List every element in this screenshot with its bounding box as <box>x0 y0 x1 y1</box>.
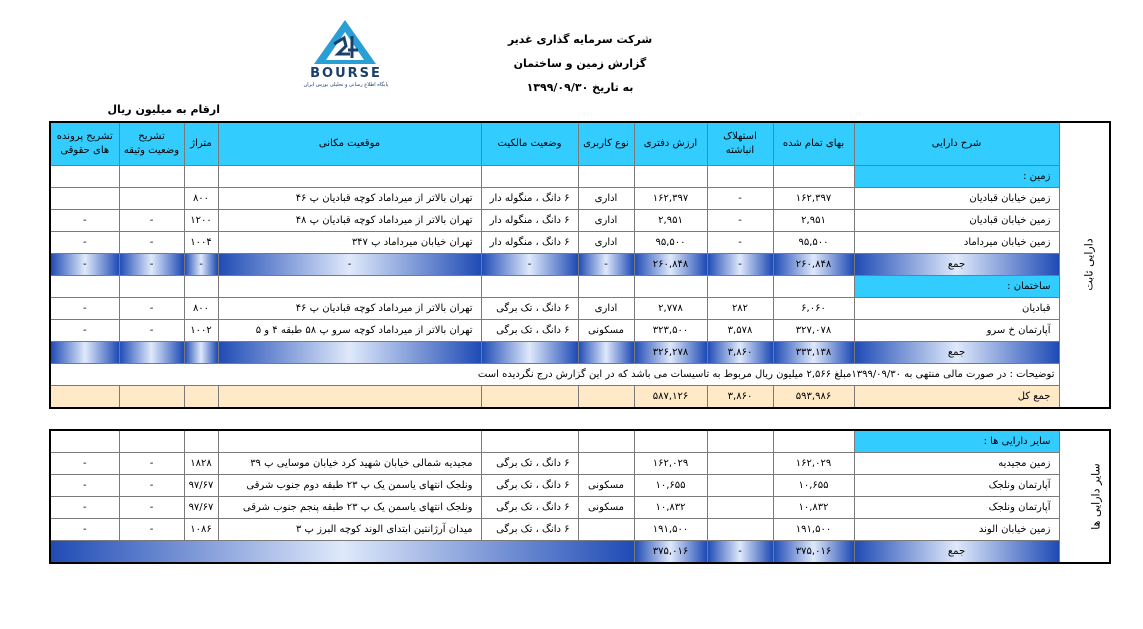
empty-cell <box>50 541 634 564</box>
fixed-assets-table <box>49 121 1111 409</box>
table-cell: ۱۰,۶۵۵ <box>634 475 707 497</box>
empty-cell <box>218 165 481 187</box>
table-cell: ۱۶۲,۰۲۹ <box>773 453 854 475</box>
table-cell: مسکونی <box>578 497 634 519</box>
table-cell: ۳۳۳,۱۳۸ <box>773 341 854 363</box>
table-cell: مجیدیه شمالی خیابان شهید کرد خیابان موسایی پ ۳۹ <box>218 453 481 475</box>
table-cell: - <box>50 475 119 497</box>
table-cell: مسکونی <box>578 475 634 497</box>
table-cell: ۲,۹۵۱ <box>634 209 707 231</box>
table-cell: - <box>119 475 184 497</box>
table-cell <box>50 187 119 209</box>
table-cell: - <box>50 497 119 519</box>
table-cell: ۵۸۷,۱۲۶ <box>634 385 707 408</box>
table-cell: - <box>50 231 119 253</box>
other-assets-table <box>49 429 1111 564</box>
table-cell: - <box>50 519 119 541</box>
empty-cell <box>218 275 481 297</box>
table-row <box>50 319 1110 341</box>
table-cell: ۶ دانگ ، تک برگی <box>481 453 578 475</box>
empty-cell <box>481 341 578 363</box>
table-cell: - <box>707 253 773 275</box>
table-cell: جمع <box>854 341 1059 363</box>
table-cell: - <box>707 209 773 231</box>
table-cell: ۳۲۶,۲۷۸ <box>634 341 707 363</box>
empty-cell <box>184 275 218 297</box>
col-area: متراژ <box>184 122 218 165</box>
empty-cell <box>773 430 854 453</box>
table-cell: - <box>50 253 119 275</box>
table-row <box>50 497 1110 519</box>
table-cell: اداری <box>578 209 634 231</box>
note-text: توضیحات : در صورت مالی منتهی به ۱۳۹۹/۰۹/۳۰مبلغ ۲,۵۶۶ میلیون ریال مربوط به تاسیسات می باشد که در این گزارش درج نگردیده است <box>50 363 1059 385</box>
empty-cell <box>634 430 707 453</box>
col-cost: بهای تمام شده <box>773 122 854 165</box>
section-row-other <box>50 430 1110 453</box>
table-cell: ۱۰۸۶ <box>184 519 218 541</box>
empty-cell <box>184 385 218 408</box>
table-cell: ۸۰۰ <box>184 297 218 319</box>
empty-cell <box>481 385 578 408</box>
table-cell: ۱۰,۸۳۲ <box>773 497 854 519</box>
table-cell: ۶ دانگ ، تک برگی <box>481 475 578 497</box>
empty-cell <box>578 165 634 187</box>
table-cell: ۳,۸۶۰ <box>707 385 773 408</box>
side-label-other: سایر دارایی ها <box>1059 430 1110 563</box>
table-cell <box>578 453 634 475</box>
table-cell: ۹۷/۶۷ <box>184 497 218 519</box>
table-cell: آپارتمان ونلجک <box>854 475 1059 497</box>
empty-cell <box>634 275 707 297</box>
table-cell: - <box>50 453 119 475</box>
empty-cell <box>481 275 578 297</box>
table-cell: ۲۶۰,۸۴۸ <box>773 253 854 275</box>
table-cell: ونلجک انتهای یاسمن یک پ ۲۳ طبقه پنجم جنوب شرقی <box>218 497 481 519</box>
table-cell: ونلجک انتهای یاسمن یک پ ۲۳ طبقه دوم جنوب شرقی <box>218 475 481 497</box>
report-title: گزارش زمین و ساختمان <box>513 57 647 70</box>
empty-cell <box>707 430 773 453</box>
table-cell: اداری <box>578 187 634 209</box>
empty-cell <box>578 430 634 453</box>
empty-cell <box>707 165 773 187</box>
table-cell: ۲,۷۷۸ <box>634 297 707 319</box>
empty-cell <box>119 385 184 408</box>
table-cell: - <box>578 253 634 275</box>
empty-cell <box>119 275 184 297</box>
empty-cell <box>578 341 634 363</box>
table-cell: - <box>50 319 119 341</box>
table-cell: آپارتمان ونلجک <box>854 497 1059 519</box>
table-cell: - <box>184 253 218 275</box>
table-cell: ۱۲۰۰ <box>184 209 218 231</box>
table-cell: ۶ دانگ ، منگوله دار <box>481 209 578 231</box>
table-cell: ۹۷/۶۷ <box>184 475 218 497</box>
col-book: ارزش دفتری <box>634 122 707 165</box>
table-cell: - <box>119 231 184 253</box>
table-cell <box>707 475 773 497</box>
empty-cell <box>634 165 707 187</box>
table-cell: ۳۷۵,۰۱۶ <box>634 541 707 564</box>
report-date: به تاریخ ۱۳۹۹/۰۹/۳۰ <box>526 81 634 94</box>
bourse-logo <box>298 18 394 94</box>
grand-total-row <box>50 385 1110 408</box>
empty-cell <box>50 341 119 363</box>
col-location: موقعیت مکانی <box>218 122 481 165</box>
table-cell: مسکونی <box>578 319 634 341</box>
logo-text: BOURSE <box>310 66 382 81</box>
table-cell: اداری <box>578 297 634 319</box>
table-row <box>50 187 1110 209</box>
col-usage: نوع کاربری <box>578 122 634 165</box>
section-row-building <box>50 275 1110 297</box>
table-cell: ۱۹۱,۵۰۰ <box>634 519 707 541</box>
table-cell: ۳۲۷,۰۷۸ <box>773 319 854 341</box>
table-cell: زمین خیابان قبادیان <box>854 209 1059 231</box>
table-cell <box>707 453 773 475</box>
table-cell: آپارتمان خ سرو <box>854 319 1059 341</box>
table-cell: تهران بالاتر از میرداماد کوچه قبادیان پ ۴۶ <box>218 297 481 319</box>
table-cell: ۶ دانگ ، تک برگی <box>481 519 578 541</box>
table-cell: - <box>119 209 184 231</box>
logo-subtitle: پایگاه اطلاع رسانی و تحلیلی بورس ایران <box>303 82 389 88</box>
table-cell: ۱۰,۶۵۵ <box>773 475 854 497</box>
col-legal: تشریح پرونده های حقوقی <box>50 122 119 165</box>
table-cell: ۶ دانگ ، تک برگی <box>481 297 578 319</box>
section-label-land: زمین : <box>854 165 1059 187</box>
land-total-row <box>50 253 1110 275</box>
table-cell: - <box>707 541 773 564</box>
table-cell: تهران بالاتر از میرداماد کوچه سرو پ ۵۸ طبقه ۴ و ۵ <box>218 319 481 341</box>
section-label-other: سایر دارایی ها : <box>854 430 1059 453</box>
table-cell: ۳۷۵,۰۱۶ <box>773 541 854 564</box>
table-cell: ۱۰۰۴ <box>184 231 218 253</box>
table-cell: ۲۸۲ <box>707 297 773 319</box>
table-cell: تهران بالاتر از میرداماد کوچه قبادیان پ ۴۸ <box>218 209 481 231</box>
table-row <box>50 453 1110 475</box>
unit-label: ارقام به میلیون ریال <box>107 103 220 116</box>
empty-cell <box>578 275 634 297</box>
table-cell: - <box>481 253 578 275</box>
table-cell: - <box>119 497 184 519</box>
table-row <box>50 231 1110 253</box>
table-row <box>50 297 1110 319</box>
table-cell: - <box>50 297 119 319</box>
table-cell: - <box>218 253 481 275</box>
empty-cell <box>50 275 119 297</box>
table-cell: ۱۶۲,۰۲۹ <box>634 453 707 475</box>
table-cell: - <box>707 187 773 209</box>
table-cell: - <box>119 519 184 541</box>
table-cell: - <box>119 297 184 319</box>
empty-cell <box>119 430 184 453</box>
table-cell: - <box>119 453 184 475</box>
empty-cell <box>773 275 854 297</box>
table-cell: ۱۶۲,۳۹۷ <box>634 187 707 209</box>
table-cell <box>707 519 773 541</box>
table-cell: ۱۸۲۸ <box>184 453 218 475</box>
table-cell: ۳۲۳,۵۰۰ <box>634 319 707 341</box>
table-cell: ۶ دانگ ، تک برگی <box>481 319 578 341</box>
empty-cell <box>50 385 119 408</box>
table-cell: ۲,۹۵۱ <box>773 209 854 231</box>
building-total-row <box>50 341 1110 363</box>
table-cell: جمع <box>854 541 1059 564</box>
table-cell: - <box>119 319 184 341</box>
empty-cell <box>184 341 218 363</box>
table-cell: میدان آرژانتین ابتدای الوند کوچه البرز پ ۳ <box>218 519 481 541</box>
col-desc: شرح دارایی <box>854 122 1059 165</box>
empty-cell <box>50 430 119 453</box>
table-cell: ۶ دانگ ، منگوله دار <box>481 187 578 209</box>
empty-cell <box>119 341 184 363</box>
table-cell: ۱۹۱,۵۰۰ <box>773 519 854 541</box>
table-cell: جمع کل <box>854 385 1059 408</box>
table-cell: ۱۰,۸۳۲ <box>634 497 707 519</box>
empty-cell <box>773 165 854 187</box>
table-cell: ۹۵,۵۰۰ <box>634 231 707 253</box>
company-name: شرکت سرمایه گذاری غدیر <box>507 33 653 46</box>
table-cell: ۳,۸۶۰ <box>707 341 773 363</box>
empty-cell <box>218 430 481 453</box>
table-cell <box>707 497 773 519</box>
section-row-land <box>50 165 1110 187</box>
empty-cell <box>707 275 773 297</box>
table-row <box>50 475 1110 497</box>
empty-cell <box>218 385 481 408</box>
table-cell: قبادیان <box>854 297 1059 319</box>
empty-cell <box>119 165 184 187</box>
empty-cell <box>578 385 634 408</box>
table-cell: ۶,۰۶۰ <box>773 297 854 319</box>
table-cell: ۶ دانگ ، منگوله دار <box>481 231 578 253</box>
bourse-triangle-icon <box>312 18 378 66</box>
table-cell: اداری <box>578 231 634 253</box>
empty-cell <box>184 165 218 187</box>
table-cell <box>119 187 184 209</box>
table-cell: ۲۶۰,۸۴۸ <box>634 253 707 275</box>
table-cell: ۳,۵۷۸ <box>707 319 773 341</box>
table-cell: ۹۵,۵۰۰ <box>773 231 854 253</box>
table-cell: ۶ دانگ ، تک برگی <box>481 497 578 519</box>
table-row <box>50 519 1110 541</box>
table-header-row <box>50 122 1110 165</box>
table-cell: زمین خیابان الوند <box>854 519 1059 541</box>
table-cell: ۱۰۰۲ <box>184 319 218 341</box>
table-cell: - <box>50 209 119 231</box>
col-mortgage: تشریح وضعیت وثیقه <box>119 122 184 165</box>
table-cell: ۵۹۳,۹۸۶ <box>773 385 854 408</box>
side-label-fixed: دارایی ثابت <box>1059 122 1110 408</box>
table-cell: جمع <box>854 253 1059 275</box>
table-cell: - <box>707 231 773 253</box>
table-cell: - <box>119 253 184 275</box>
table-cell: زمین خیابان میرداماد <box>854 231 1059 253</box>
table-row <box>50 209 1110 231</box>
empty-cell <box>184 430 218 453</box>
table-cell: ۱۶۲,۳۹۷ <box>773 187 854 209</box>
empty-cell <box>50 165 119 187</box>
section-label-building: ساختمان : <box>854 275 1059 297</box>
table-cell: تهران خیابان میرداماد پ ۳۴۷ <box>218 231 481 253</box>
empty-cell <box>218 341 481 363</box>
table-cell: زمین خیابان قبادیان <box>854 187 1059 209</box>
table-cell: تهران بالاتر از میرداماد کوچه قبادیان پ ۴۶ <box>218 187 481 209</box>
empty-cell <box>481 430 578 453</box>
col-ownership: وضعیت مالکیت <box>481 122 578 165</box>
note-row <box>50 363 1110 385</box>
table-cell: ۸۰۰ <box>184 187 218 209</box>
empty-cell <box>481 165 578 187</box>
table-cell: زمین مجیدیه <box>854 453 1059 475</box>
col-depr: استهلاک انباشته <box>707 122 773 165</box>
table-cell <box>578 519 634 541</box>
other-total-row <box>50 541 1110 564</box>
